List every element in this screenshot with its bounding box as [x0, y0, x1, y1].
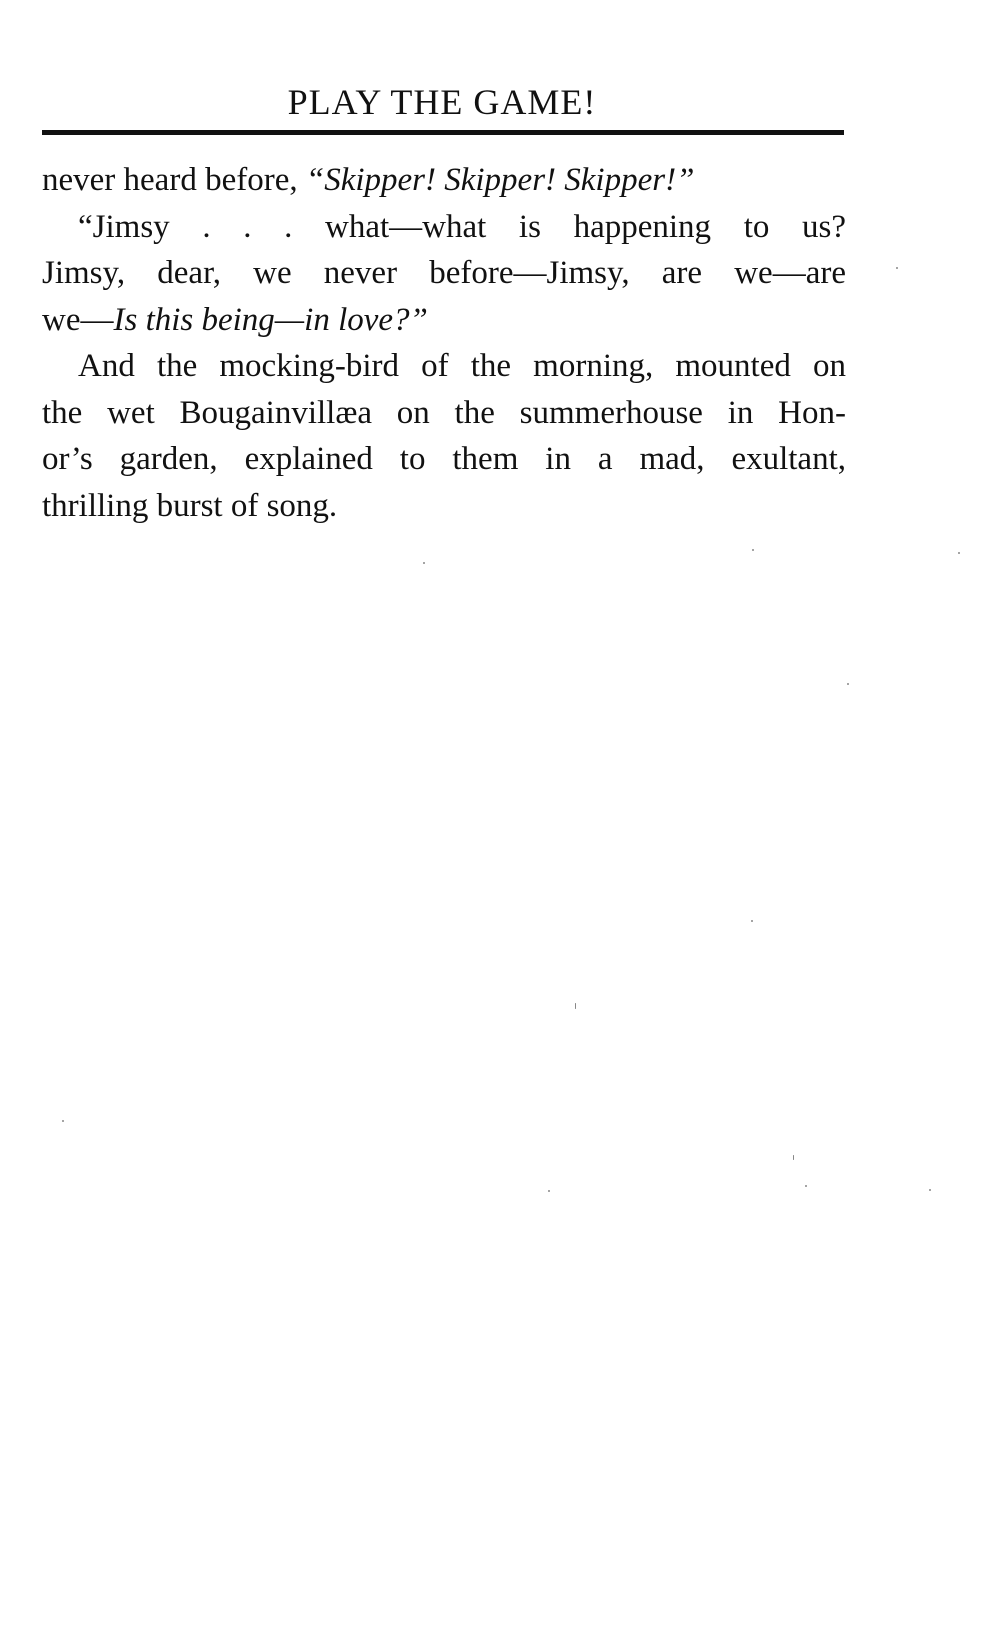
scan-speck: [751, 920, 753, 922]
text-line: [42, 157, 846, 204]
scan-speck: [752, 549, 754, 551]
scan-speck: [847, 683, 849, 685]
text-line: [42, 343, 846, 390]
scan-speck: [896, 267, 898, 269]
italic-text-segment: Is this being—in love?”: [113, 301, 428, 338]
text-line: [42, 390, 846, 437]
text-segment: And the mocking-bird of the morning, mounted on: [78, 348, 846, 384]
text-segment: “Jimsy . . . what—what is happening to us?: [78, 208, 846, 245]
text-segment: we—: [42, 301, 114, 338]
text-segment: Jimsy, dear, we never before—Jimsy, are we—are: [42, 255, 846, 291]
text-line: [42, 436, 846, 483]
text-segment: never heard before,: [42, 162, 306, 198]
scan-speck: [62, 1120, 64, 1122]
scan-speck: [548, 1190, 550, 1192]
text-line: [42, 483, 846, 530]
scan-speck: [793, 1155, 794, 1160]
header-rule: [42, 130, 844, 135]
scan-speck: [805, 1185, 807, 1187]
scan-speck: [423, 562, 425, 564]
scan-speck: [958, 552, 960, 554]
text-line: [42, 297, 846, 344]
body-text: [42, 157, 846, 529]
text-segment: or’s garden, explained to them in a mad, exultant,: [42, 441, 846, 477]
italic-text-segment: “Skipper! Skipper! Skipper!”: [305, 162, 695, 198]
text-segment: thrilling burst of song.: [42, 487, 338, 524]
text-segment: the wet Bougainvillæa on the summerhouse in Hon-: [42, 394, 846, 431]
text-line: [42, 204, 846, 251]
scan-speck: [929, 1189, 931, 1191]
text-line: [42, 250, 846, 297]
running-head: PLAY THE GAME!: [287, 82, 597, 122]
scan-speck: [575, 1003, 576, 1009]
